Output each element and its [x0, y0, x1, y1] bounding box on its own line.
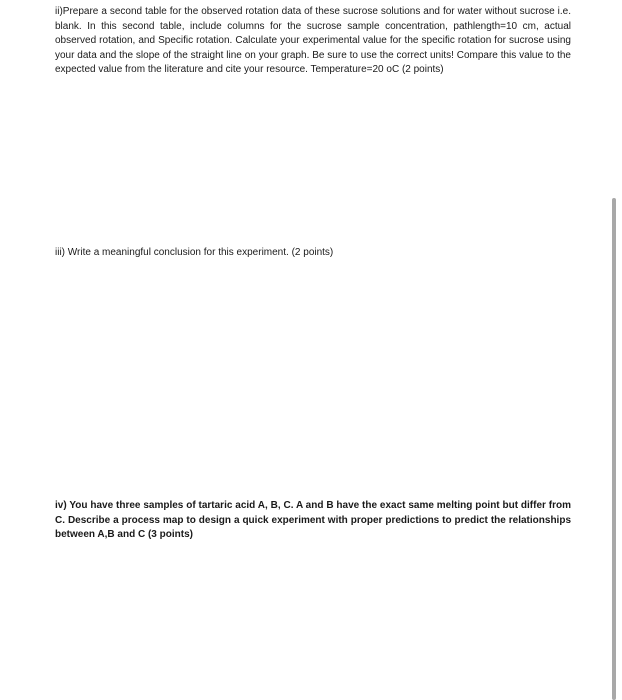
- question-iii-text: iii) Write a meaningful conclusion for this experiment. (2 points): [55, 247, 334, 258]
- question-iv-text: iv) You have three samples of tartaric acid A, B, C. A and B have the exact same melting point but differ from C. Describe a process map to design a quick experiment with proper predictions to predict the relationships between A,B and C (3 points): [55, 500, 571, 541]
- question-ii-text: ii)Prepare a second table for the observed rotation data of these sucrose solutions and for water without sucrose i.e. blank. In this second table, include columns for the sucrose sample concentration, pathlength=10 cm, actual observed rotation, and Specific rotation. Calculate your experimental value for the specific rotation for sucrose using your data and the slope of the straight line on your graph. Be sure to use the correct units! Compare this value to the expected value from the literature and cite your resource. Temperature=20 oC (2 points): [55, 6, 571, 76]
- vertical-scrollbar[interactable]: [612, 198, 616, 700]
